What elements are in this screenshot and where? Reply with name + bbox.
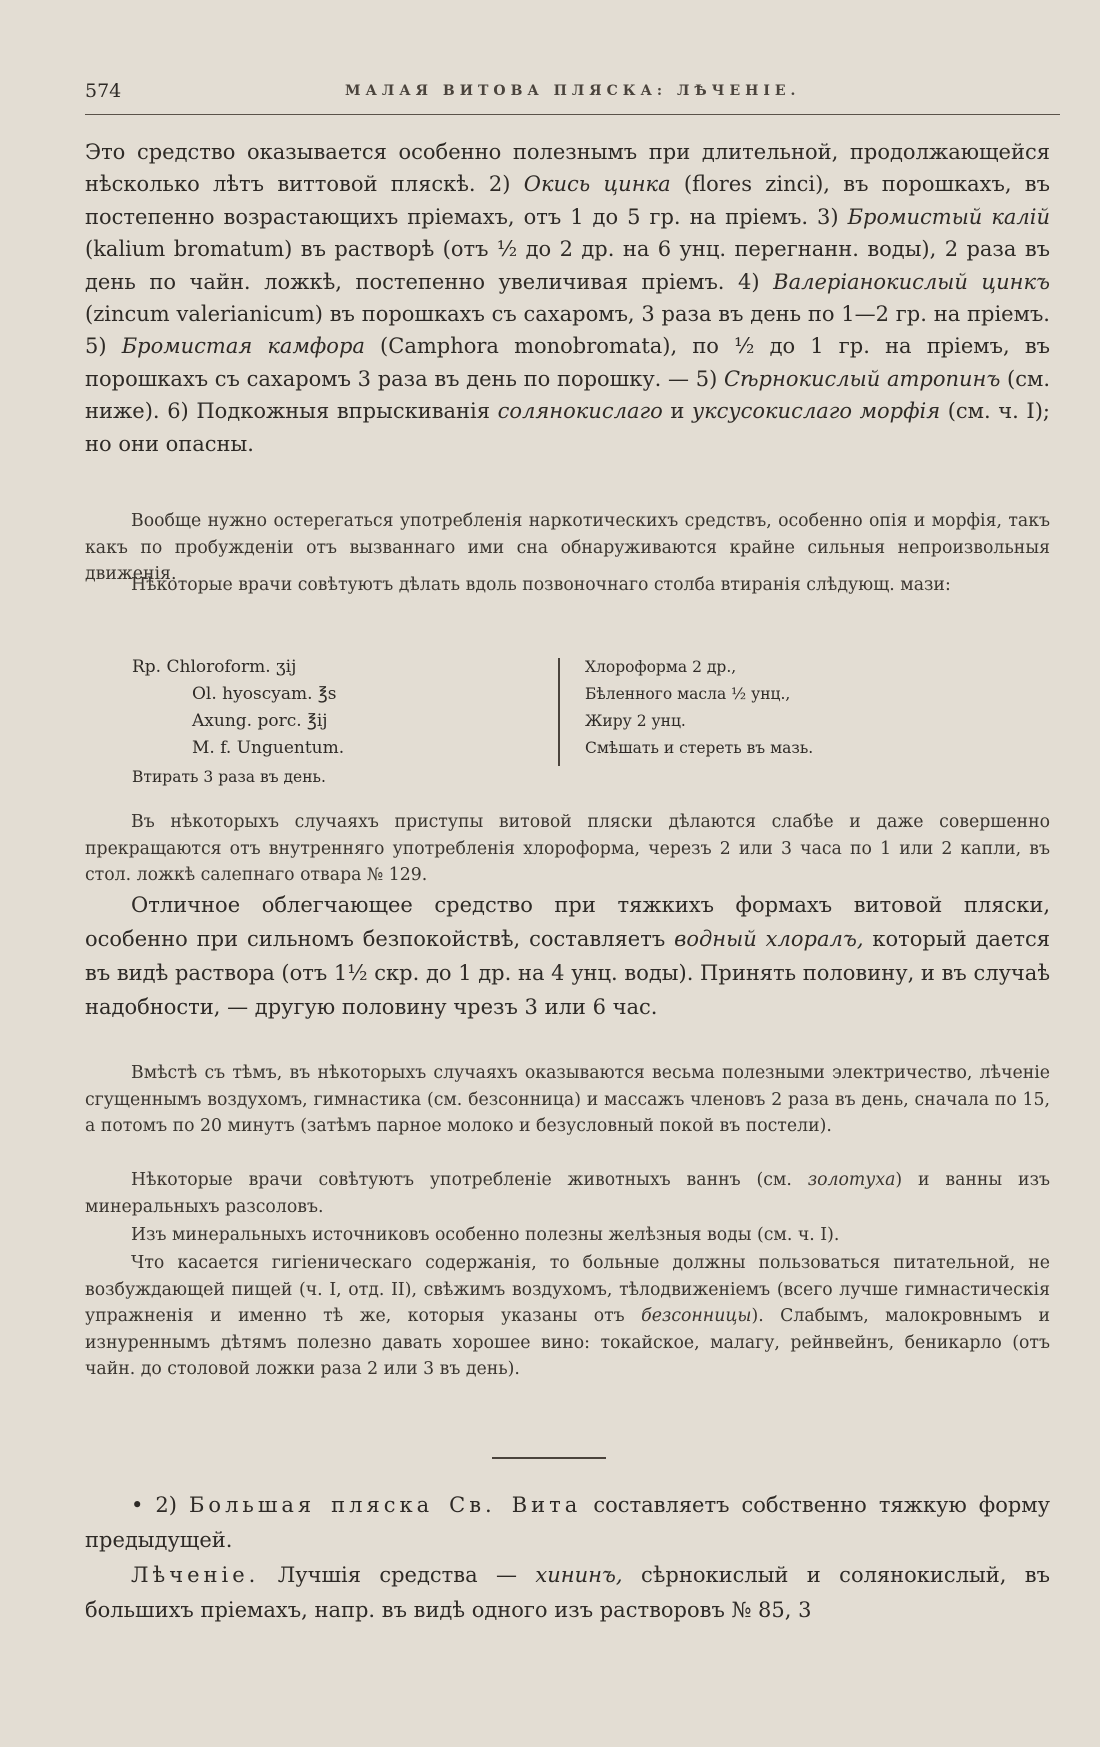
section-separator (492, 1457, 606, 1459)
recipe-russian-line: Хлороформа 2 др., (585, 658, 737, 676)
paragraph-baths: Нѣкоторые врачи совѣтуютъ употребленіе животныхъ ваннъ (см. золотуха) и ванны изъ минеральныхъ разсоловъ. (85, 1170, 1050, 1217)
section-heading: Большая пляска Св. Вита (189, 1493, 582, 1517)
recipe-latin-line: Rp. Chloroform. ʒij (132, 657, 297, 677)
paragraph-narcotics-warning: Вообще нужно остерегаться употребленія наркотическихъ средствъ, особенно опія и морфія, такъ какъ по пробужденіи отъ вызваннаго ими сна обнаруживаются крайне сильныя непроизвольныя движенія. (85, 511, 1050, 585)
recipe-russian (585, 654, 1045, 762)
section-great-chorea: • 2) Большая пляска Св. Вита составляетъ собственно тяжкую форму предыдущей. Лѣченіе. Лучшія средства — хининъ, сѣрнокислый и солянокислый, въ большихъ пріемахъ, напр. въ видѣ одного изъ растворовъ № 85, 3 (85, 1493, 1050, 1622)
recipe-latin-line: Axung. porc. ℥ij (192, 711, 328, 731)
paragraph-chloral: Отличное облегчающее средство при тяжкихъ формахъ витовой пляски, особенно при сильномъ безпокойствѣ, составляетъ водный хлоралъ, который дается въ видѣ раствора (отъ 1½ скр. до 1 др. на 4 унц. воды). Принять половину, и въ случаѣ надобности, — другую половину чрезъ 3 или 6 час. (85, 893, 1050, 1019)
recipe-russian-line: Жиру 2 унц. (585, 712, 686, 730)
paragraph-ointment-intro: Нѣкоторые врачи совѣтуютъ дѣлать вдоль позвоночнаго столба втиранія слѣдующ. мази: (131, 575, 951, 595)
recipe-latin (132, 654, 552, 762)
paragraph-mineral-springs: Изъ минеральныхъ источниковъ особенно полезны желѣзныя воды (см. ч. I). (131, 1225, 840, 1245)
treatment-heading: Лѣченіе. (131, 1563, 260, 1587)
paragraph-remedies-list: Это средство оказывается особенно полезнымъ при длительной, продолжающейся нѣсколько лѣтъ виттовой пляскѣ. 2) Окись цинка (flores zinci), въ порошкахъ, въ постепенно возрастающихъ пріемахъ, отъ 1 до 5 гр. на пріемъ. 3) Бромистый калій (kalium bromatum) въ растворѣ (отъ ½ до 2 др. на 6 унц. перегнанн. воды), 2 раза въ день по чайн. ложкѣ, постепенно увеличивая пріемъ. 4) Валеріанокислый цинкъ (zincum valerianicum) въ порошкахъ съ сахаромъ, 3 раза въ день по 1—2 гр. на пріемъ. 5) Бромистая камфора (Camphora monobromata), по ½ до 1 гр. на пріемъ, въ порошкахъ съ сахаромъ 3 раза въ день по порошку. — 5) Сѣрнокислый атропинъ (см. ниже). 6) Подкожныя впрыскиванія солянокислаго и уксусокислаго морфія (см. ч. I); но они опасны. (85, 140, 1051, 456)
recipe-signature: Втирать 3 раза въ день. (132, 768, 326, 786)
recipe-russian-line: Бѣленного масла ½ унц., (585, 685, 791, 703)
paragraph-electricity-massage: Вмѣстѣ съ тѣмъ, въ нѣкоторыхъ случаяхъ оказываются весьма полезными электричество, лѣченіе сгущеннымъ воздухомъ, гимнастика (см. безсонница) и массажъ членовъ 2 раза въ день, сначала по 15, а потомъ по 20 минутъ (затѣмъ парное молоко и безусловный покой въ постели). (85, 1063, 1050, 1137)
running-title: МАЛАЯ ВИТОВА ПЛЯСКА: ЛѢЧЕНІЕ. (345, 83, 801, 99)
page-number: 574 (85, 80, 122, 102)
recipe-russian-line: Смѣшать и стереть въ мазь. (585, 739, 814, 757)
recipe-latin-line: Ol. hyoscyam. ℥s (192, 684, 337, 704)
recipe-divider (558, 658, 560, 766)
page-header (85, 80, 1060, 115)
recipe-latin-line: M. f. Unguentum. (192, 738, 345, 758)
paragraph-hygiene: Что касается гигіеническаго содержанія, то больные должны пользоваться питательной, не возбуждающей пищей (ч. I, отд. II), свѣжимъ воздухомъ, тѣлодвиженіемъ (всего лучше гимнастическія упражненія и именно тѣ же, которыя указаны отъ безсонницы). Слабымъ, малокровнымъ и изнуреннымъ дѣтямъ полезно давать хорошее вино: токайское, малагу, рейнвейнъ, беникарло (отъ чайн. до столовой ложки раза 2 или 3 въ день). (85, 1253, 1050, 1380)
section-marker: • 2) (131, 1493, 177, 1517)
paragraph-chloroform: Въ нѣкоторыхъ случаяхъ приступы витовой пляски дѣлаются слабѣе и даже совершенно прекращаются отъ внутренняго употребленія хлороформа, черезъ 2 или 3 часа по 1 или 2 капли, въ стол. ложкѣ салепнаго отвара № 129. (85, 812, 1050, 886)
